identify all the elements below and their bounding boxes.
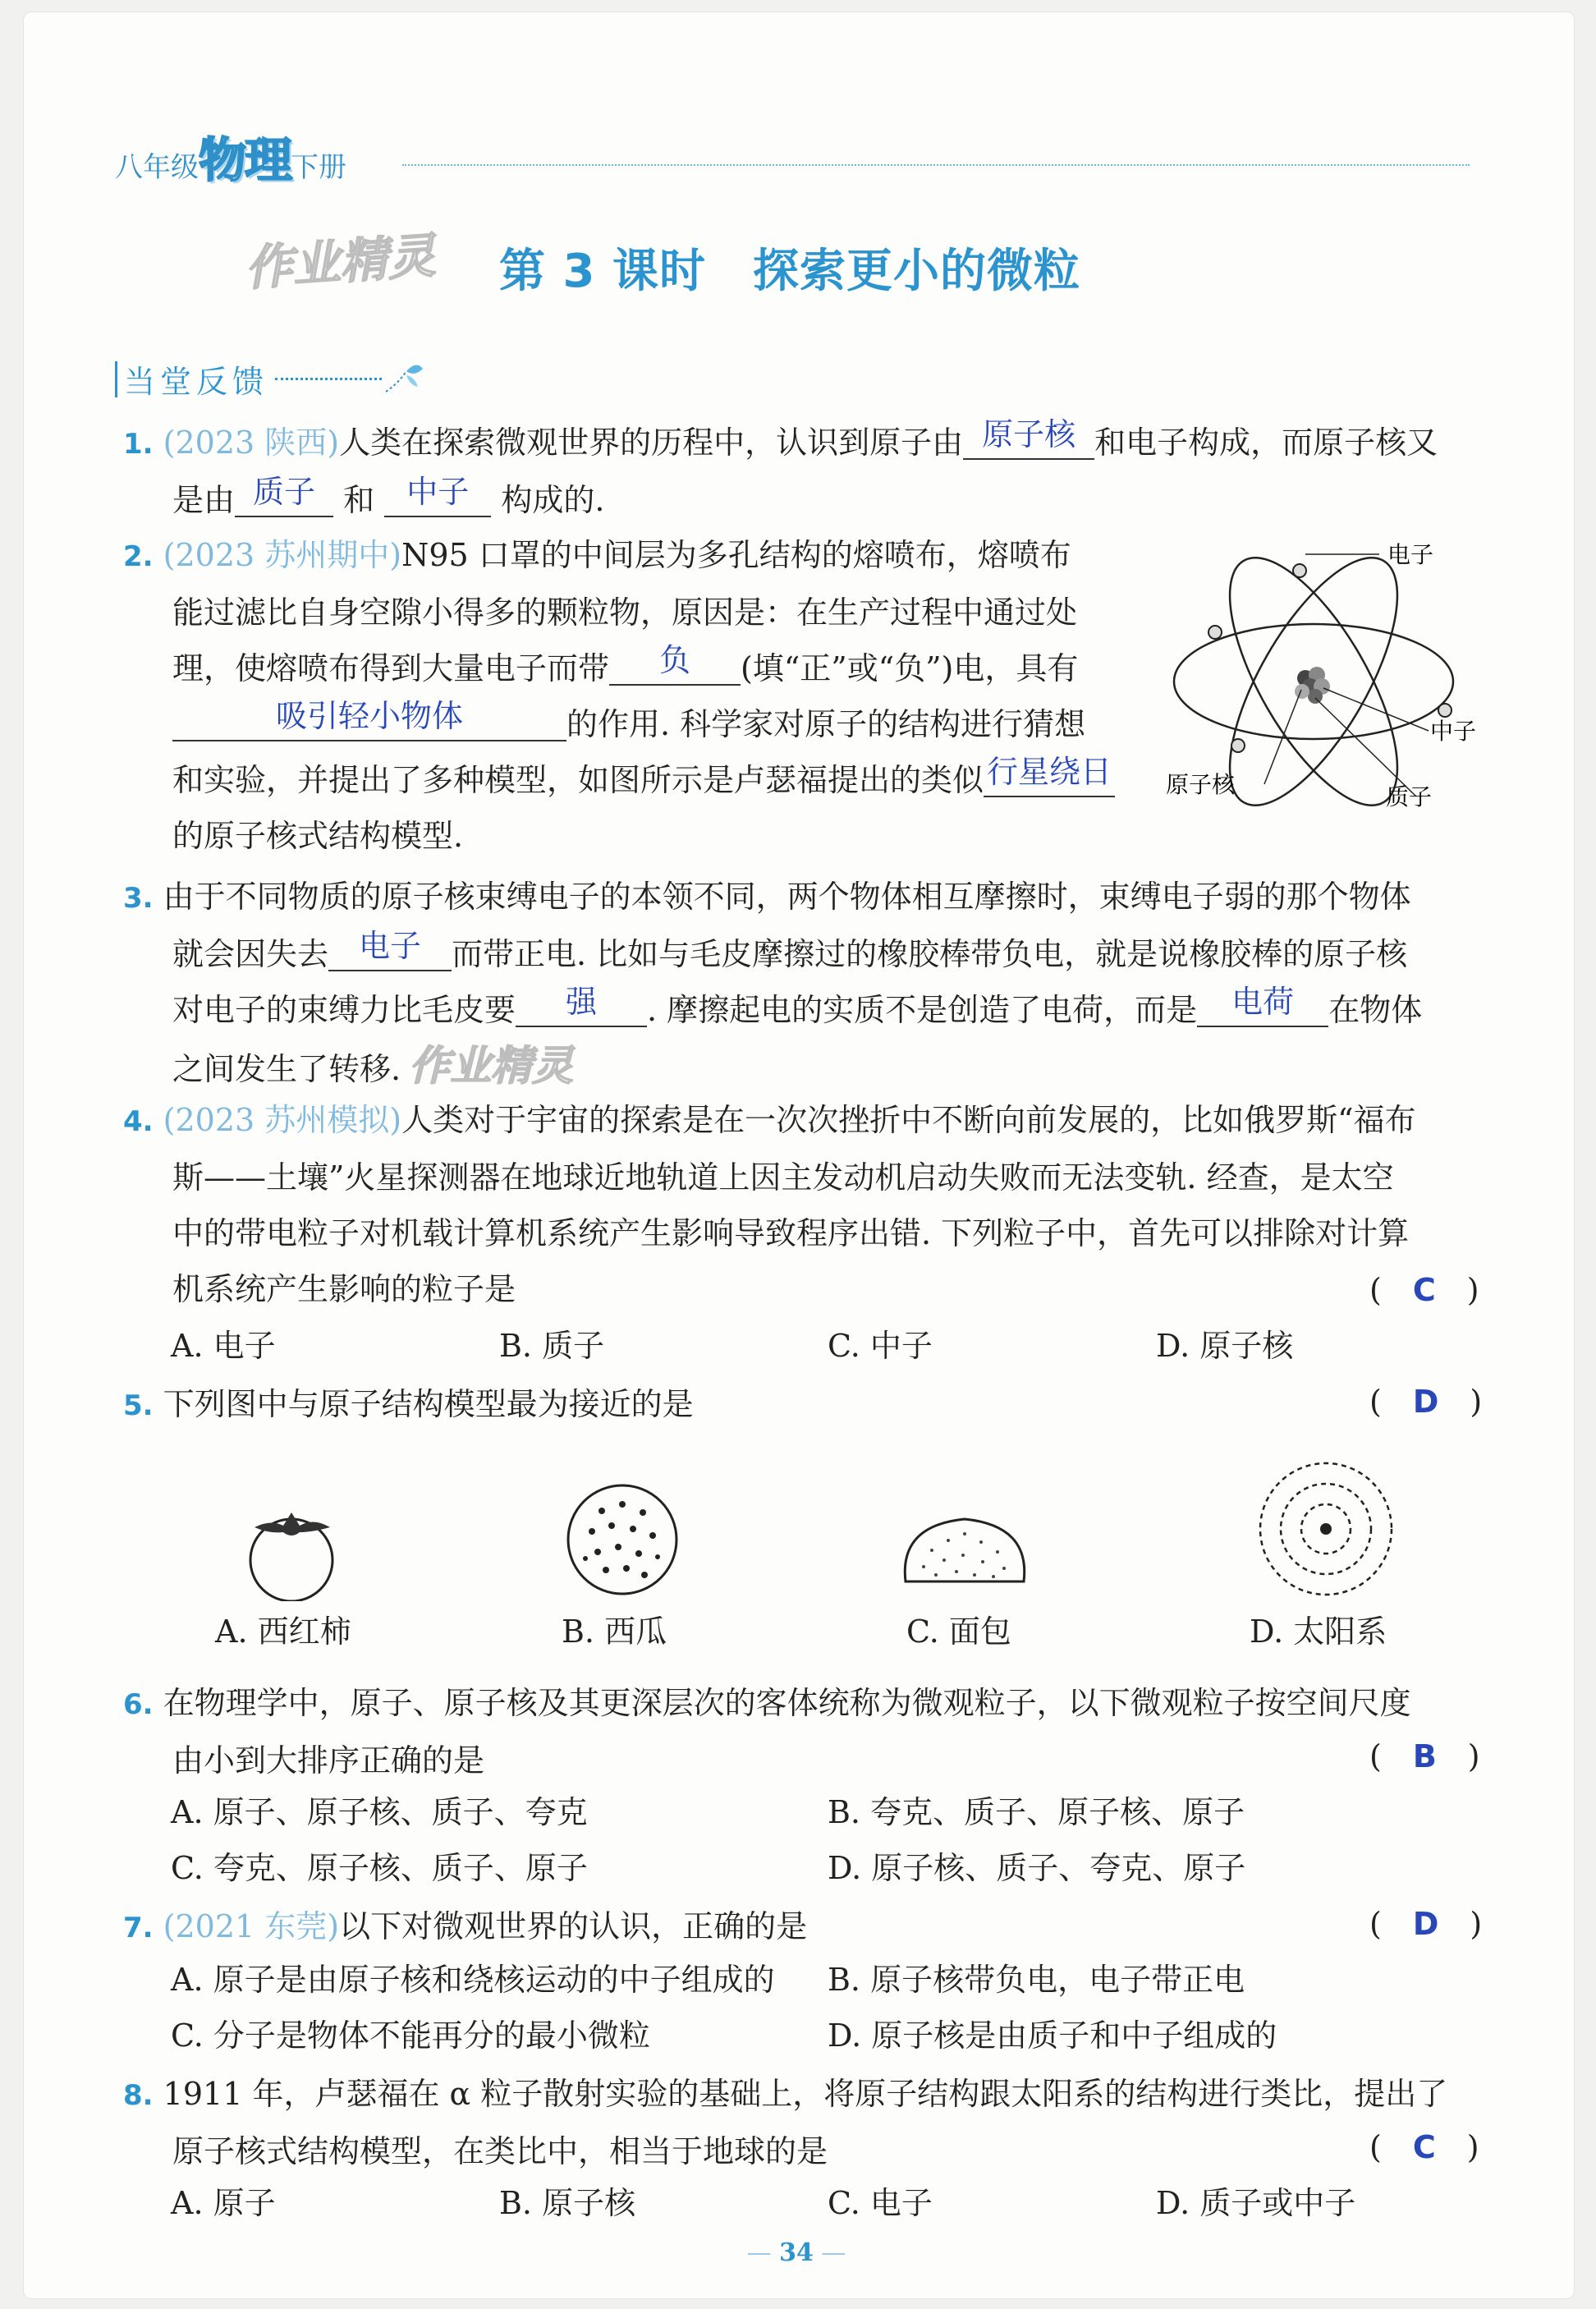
q6-text: 在物理学中，原子、原子核及其更深层次的客体统称为微观粒子，以下微观粒子按空间尺度 [163, 1685, 1411, 1721]
q4-number: 4. [123, 1105, 154, 1138]
q5-option-b: B. 西瓜 [562, 1614, 667, 1650]
bread-image [899, 1509, 1030, 1591]
q7-answer: D [1412, 1906, 1439, 1942]
q4-option-c: C. 中子 [828, 1328, 933, 1364]
header-volume: 下册 [291, 151, 347, 184]
q3-blank-3 [1197, 985, 1328, 1027]
q4-text: 中的带电粒子对机载计算机系统产生影响导致程序出错. 下列粒子中，首先可以排除对计算 [172, 1215, 1410, 1251]
q2-text: 理，使熔喷布得到大量电子而带 [172, 650, 610, 686]
q8-option-b: B. 原子核 [499, 2185, 636, 2221]
q2-number: 2. [123, 540, 154, 573]
q1-answer-3: 中子 [406, 474, 470, 510]
q5-option-a: A. 西红柿 [215, 1614, 351, 1650]
question-1 [123, 415, 1486, 528]
q2-source: (2023 苏州期中) [163, 537, 402, 573]
q1-text: 是由 [172, 482, 236, 518]
q2-text: 的作用. 科学家对原子的结构进行猜想 [566, 706, 1086, 742]
header-subject: 物理 [199, 132, 291, 188]
q5-option-c: C. 面包 [906, 1614, 1011, 1650]
q3-text: 对电子的束缚力比毛皮要 [172, 992, 516, 1028]
q1-answer-2: 质子 [253, 474, 316, 510]
q6-option-b: B. 夸克、质子、原子核、原子 [828, 1794, 1245, 1830]
lesson-title: 第 3 课时 探索更小的微粒 [499, 245, 1080, 298]
q4-option-d: D. 原子核 [1156, 1328, 1294, 1364]
section-header [115, 356, 431, 402]
header-divider [402, 164, 1470, 166]
q2-blank-2 [172, 699, 566, 741]
q6-option-a: A. 原子、原子核、质子、夸克 [171, 1794, 588, 1830]
q8-text: 原子核式结构模型，在类比中，相当于地球的是 [172, 2133, 828, 2169]
question-3 [123, 869, 1486, 1097]
q8-answer-bracket: ( C ) [1369, 2129, 1479, 2165]
q2-answer-1: 负 [659, 642, 691, 678]
q2-text: 的原子核式结构模型. [172, 818, 464, 854]
q5-option-d: D. 太阳系 [1250, 1614, 1387, 1650]
fig-label-neutron: 中子 [1430, 718, 1477, 745]
q1-blank-2 [235, 475, 333, 517]
q3-text: 就会因失去 [172, 936, 329, 972]
watermark-logo: 作业精灵 [243, 227, 438, 296]
page-number-value: 34 [779, 2238, 814, 2267]
question-8 [123, 2066, 1486, 2179]
q4-text: 机系统产生影响的粒子是 [172, 1271, 516, 1307]
q7-option-b: B. 原子核带负电，电子带正电 [828, 1962, 1245, 1998]
q3-answer-3: 电荷 [1231, 984, 1295, 1020]
q3-blank-2 [516, 985, 647, 1027]
q2-answer-3: 行星绕日 [987, 754, 1112, 790]
q7-answer-bracket: ( D ) [1369, 1906, 1483, 1942]
q4-source: (2023 苏州模拟) [163, 1102, 402, 1138]
fig-label-proton: 质子 [1386, 783, 1433, 810]
question-6 [123, 1675, 1486, 1788]
header [115, 122, 346, 191]
header-grade: 八年级 [115, 151, 199, 184]
q4-option-b: B. 质子 [499, 1328, 605, 1364]
q4-text: 斯——土壤”火星探测器在地球近地轨道上因主发动机启动失败而无法变轨. 经查，是太空 [172, 1159, 1394, 1196]
watermelon-image [561, 1478, 684, 1601]
electron [1438, 704, 1452, 717]
q3-text: 在物体 [1328, 992, 1423, 1028]
tomato-image [238, 1503, 345, 1601]
electron [1293, 564, 1306, 577]
q3-answer-2: 强 [566, 984, 598, 1020]
q8-number: 8. [123, 2079, 154, 2112]
q3-text: 而带正电. 比如与毛皮摩擦过的橡胶棒带负电，就是说橡胶棒的原子核 [452, 936, 1408, 972]
q1-answer-1: 原子核 [982, 416, 1076, 452]
q7-option-a: A. 原子是由原子核和绕核运动的中子组成的 [171, 1962, 775, 1998]
q1-blank-1 [963, 417, 1094, 460]
q6-answer-bracket: ( B ) [1369, 1738, 1480, 1774]
section-title: 当堂反馈 [124, 364, 269, 400]
q1-text: 构成的. [501, 482, 605, 518]
q1-number: 1. [123, 428, 154, 461]
q6-number: 6. [123, 1688, 154, 1721]
q8-answer: C [1412, 2129, 1436, 2165]
q3-text: 之间发生了转移. [172, 1051, 401, 1087]
q5-answer-bracket: ( D ) [1369, 1384, 1483, 1420]
page-number: — 34 — [746, 2238, 846, 2267]
nucleus [1295, 667, 1330, 704]
fig-label-nucleus: 原子核 [1166, 771, 1236, 798]
watermark-inline: 作业精灵 [409, 1042, 574, 1090]
q7-source: (2021 东莞) [163, 1908, 340, 1944]
question-2 [123, 527, 1158, 864]
electron [1231, 739, 1245, 752]
q2-text: N95 口罩的中间层为多孔结构的熔喷布，熔喷布 [401, 537, 1071, 573]
q8-option-c: C. 电子 [828, 2185, 933, 2221]
q2-answer-2: 吸引轻小物体 [275, 698, 463, 734]
q5-number: 5. [123, 1389, 154, 1422]
q4-answer-bracket: ( C ) [1369, 1272, 1479, 1308]
q2-blank-1 [609, 643, 741, 686]
q2-blank-3 [984, 755, 1115, 797]
q7-text: 以下对微观世界的认识，正确的是 [339, 1908, 808, 1944]
q4-answer: C [1412, 1272, 1436, 1308]
q8-option-a: A. 原子 [171, 2185, 276, 2221]
sprout-icon [382, 359, 431, 400]
q1-text: 人类在探索微观世界的历程中，认识到原子由 [339, 425, 964, 461]
q8-option-d: D. 质子或中子 [1156, 2185, 1356, 2221]
q1-source: (2023 陕西) [163, 425, 340, 461]
q5-answer: D [1412, 1384, 1439, 1420]
q7-number: 7. [123, 1912, 154, 1944]
fig-label-electron: 电子 [1387, 541, 1434, 568]
q1-text: 和电子构成，而原子核又 [1094, 425, 1438, 461]
question-7 [123, 1898, 807, 1956]
q4-text: 人类对于宇宙的探索是在一次次挫折中不断向前发展的，比如俄罗斯“福布 [401, 1102, 1416, 1138]
q2-text: 能过滤比自身空隙小得多的颗粒物，原因是：在生产过程中通过处 [172, 594, 1078, 631]
q1-blank-3 [384, 475, 491, 517]
question-5 [123, 1376, 694, 1434]
electron [1208, 626, 1222, 639]
q6-option-c: C. 夸克、原子核、质子、原子 [171, 1850, 588, 1886]
q3-number: 3. [123, 882, 154, 915]
q4-option-a: A. 电子 [171, 1328, 276, 1364]
q6-option-d: D. 原子核、质子、夸克、原子 [828, 1850, 1246, 1886]
atom-figure [1166, 526, 1478, 829]
q7-option-c: C. 分子是物体不能再分的最小微粒 [171, 2018, 650, 2054]
q2-text: (填“正”或“负”)电，具有 [741, 650, 1079, 686]
solar-system-image [1252, 1455, 1400, 1603]
q3-text: 由于不同物质的原子核束缚电子的本领不同，两个物体相互摩擦时，束缚电子弱的那个物体 [163, 879, 1411, 915]
q5-text: 下列图中与原子结构模型最为接近的是 [163, 1386, 694, 1422]
q3-blank-1 [328, 929, 452, 971]
q1-text: 和 [343, 482, 375, 518]
q8-text: 1911 年，卢瑟福在 α 粒子散射实验的基础上，将原子结构跟太阳系的结构进行类比，提出了 [163, 2076, 1448, 2112]
q3-answer-1: 电子 [359, 928, 422, 964]
q6-answer: B [1412, 1738, 1437, 1774]
q7-option-d: D. 原子核是由质子和中子组成的 [828, 2018, 1277, 2054]
q3-text: . 摩擦起电的实质不是创造了电荷，而是 [647, 992, 1198, 1028]
q2-text: 和实验，并提出了多种模型，如图所示是卢瑟福提出的类似 [172, 762, 984, 798]
question-4 [123, 1092, 1486, 1317]
q6-text: 由小到大排序正确的是 [172, 1742, 485, 1779]
